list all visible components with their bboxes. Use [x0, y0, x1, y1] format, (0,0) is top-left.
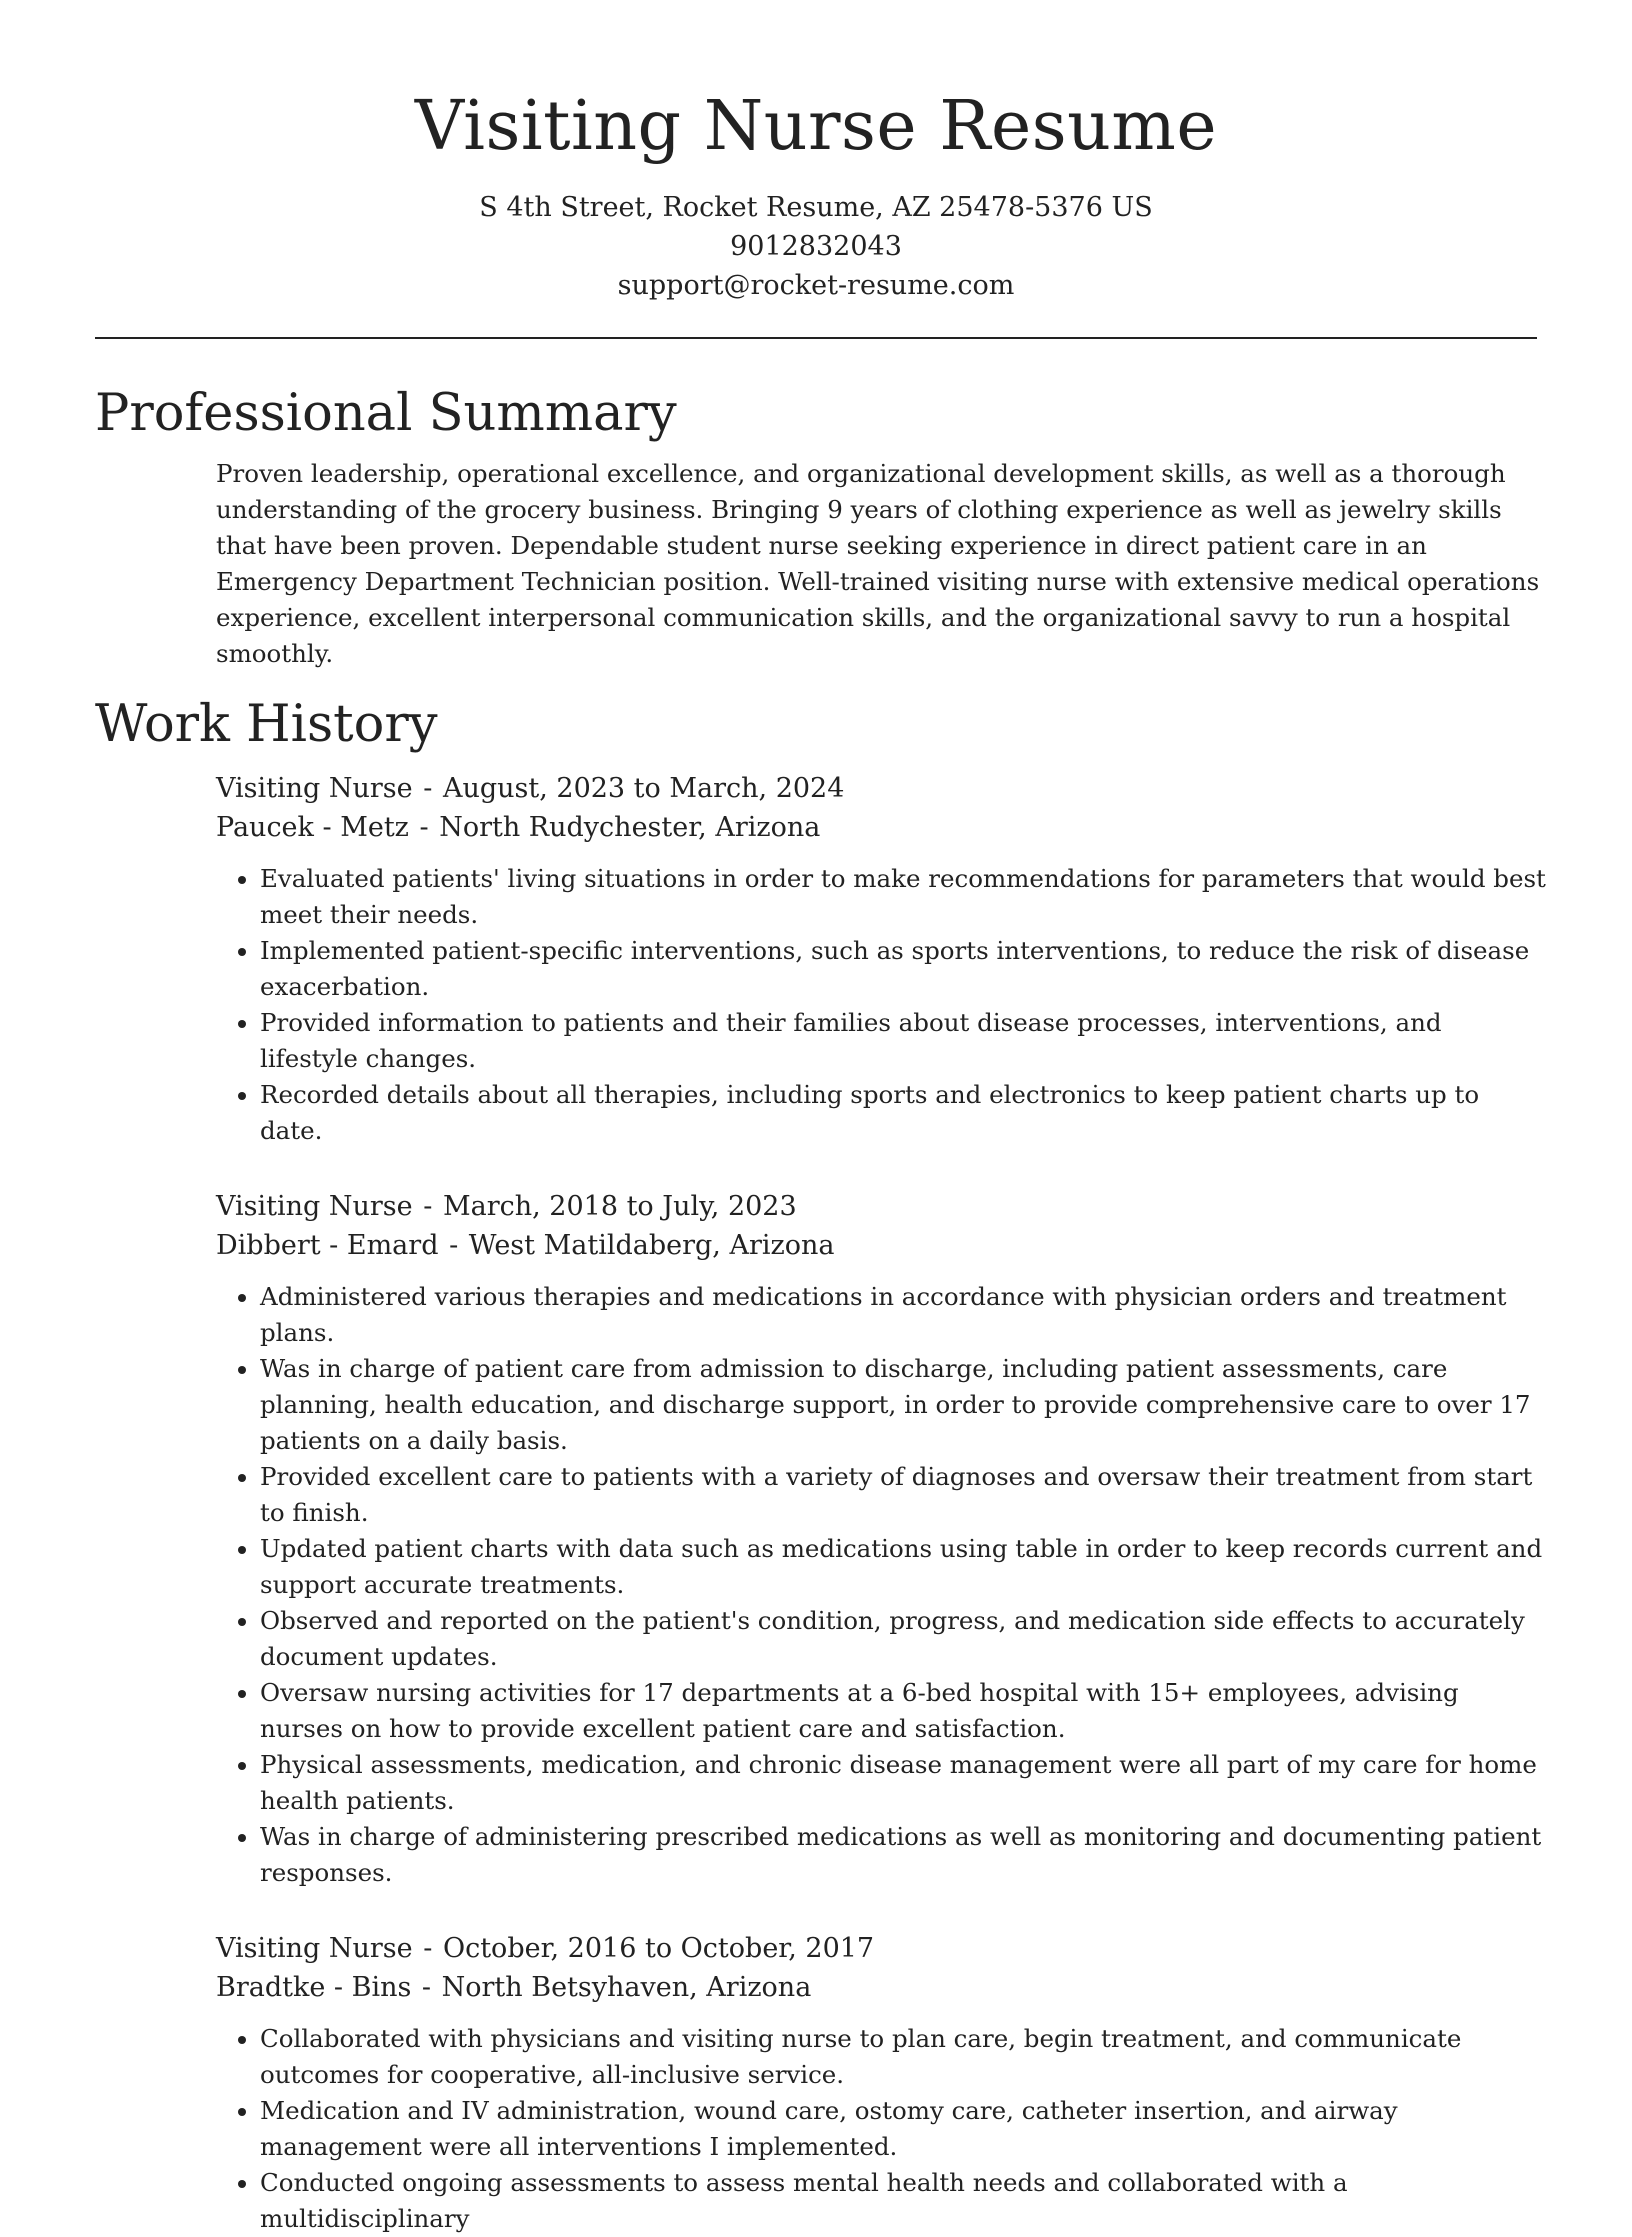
list-item: • Evaluated patients' living situations in order to make recommendations for parameters that would best meet their needs. [260, 861, 1546, 933]
job-title: Visiting Nurse [216, 1932, 413, 1964]
job-company-line: Dibbert - Emard - West Matildaberg, Arizona [216, 1229, 835, 1261]
job-company: Bradtke - Bins [216, 1971, 412, 2003]
list-item: • Recorded details about all therapies, including sports and electronics to keep patient charts up to date. [260, 1077, 1546, 1149]
job-title: Visiting Nurse [216, 772, 413, 804]
summary-text: Proven leadership, operational excellence, and organizational development skills, as well as a thorough understanding of the grocery business. Bringing 9 years of clothing experience as well as jewelry skills that have been proven. Dependable student nurse seeking experience in direct patient care in an Emergency Department Technician position. Well-trained visiting nurse with extensive medical operations experience, excellent interpersonal communication skills, and the organizational savvy to run a hospital smoothly. [216, 458, 1540, 668]
contact-address: S 4th Street, Rocket Resume, AZ 25478-5376 US [479, 191, 1153, 223]
job-entry [216, 1187, 1546, 1891]
list-item: • Observed and reported on the patient's condition, progress, and medication side effects to accurately document updates. [260, 1603, 1546, 1675]
list-item: • Physical assessments, medication, and chronic disease management were all part of my care for home health patients. [260, 1747, 1546, 1819]
header-divider [95, 337, 1537, 339]
list-item: • Collaborated with physicians and visiting nurse to plan care, begin treatment, and communicate outcomes for cooperative, all-inclusive service. [260, 2021, 1546, 2093]
work-history-heading: Work History [95, 694, 438, 754]
job-entry [216, 1929, 1546, 2237]
work-history-list [216, 769, 1546, 2237]
job-title: Visiting Nurse [216, 1190, 413, 1222]
list-item: • Was in charge of patient care from admission to discharge, including patient assessments, care planning, health education, and discharge support, in order to provide comprehensive care to over 17 patients on a daily basis. [260, 1351, 1546, 1459]
list-item: • Oversaw nursing activities for 17 departments at a 6-bed hospital with 15+ employees, advising nurses on how to provide excellent patient care and satisfaction. [260, 1675, 1546, 1747]
list-item: • Conducted ongoing assessments to assess mental health needs and collaborated with a multidisciplinary [260, 2165, 1546, 2237]
job-bullets [216, 861, 1546, 1149]
job-location: North Rudychester, Arizona [439, 811, 821, 843]
list-item: • Was in charge of administering prescribed medications as well as monitoring and documenting patient responses. [260, 1819, 1546, 1891]
contact-phone: 9012832043 [730, 230, 902, 262]
list-item: • Provided information to patients and their families about disease processes, interventions, and lifestyle changes. [260, 1005, 1546, 1077]
summary-heading: Professional Summary [95, 383, 677, 443]
job-dates: October, 2016 to October, 2017 [442, 1932, 875, 1964]
job-title-line: Visiting Nurse - August, 2023 to March, 2024 [216, 772, 845, 804]
job-title-line: Visiting Nurse - October, 2016 to October, 2017 [216, 1932, 875, 1964]
resume-header [0, 0, 1632, 305]
job-dates: August, 2023 to March, 2024 [442, 772, 845, 804]
list-item: • Provided excellent care to patients with a variety of diagnoses and oversaw their treatment from start to finish. [260, 1459, 1546, 1531]
job-title-line: Visiting Nurse - March, 2018 to July, 2023 [216, 1190, 797, 1222]
job-entry [216, 769, 1546, 1149]
job-location: North Betsyhaven, Arizona [441, 1971, 812, 2003]
job-dates: March, 2018 to July, 2023 [442, 1190, 797, 1222]
job-company: Dibbert - Emard [216, 1229, 439, 1261]
job-location: West Matildaberg, Arizona [468, 1229, 835, 1261]
job-company: Paucek - Metz [216, 811, 409, 843]
list-item: • Medication and IV administration, wound care, ostomy care, catheter insertion, and airway management were all interventions I implemented. [260, 2093, 1546, 2165]
job-bullets [216, 2021, 1546, 2237]
contact-email: support@rocket-resume.com [617, 269, 1015, 301]
contact-block [0, 188, 1632, 305]
list-item: • Updated patient charts with data such as medications using table in order to keep records current and support accurate treatments. [260, 1531, 1546, 1603]
list-item: • Implemented patient-specific interventions, such as sports interventions, to reduce the risk of disease exacerbation. [260, 933, 1546, 1005]
job-bullets [216, 1279, 1546, 1891]
job-company-line: Bradtke - Bins - North Betsyhaven, Arizona [216, 1971, 812, 2003]
job-company-line: Paucek - Metz - North Rudychester, Arizona [216, 811, 821, 843]
list-item: • Administered various therapies and medications in accordance with physician orders and treatment plans. [260, 1279, 1546, 1351]
resume-title: Visiting Nurse Resume [414, 87, 1218, 166]
